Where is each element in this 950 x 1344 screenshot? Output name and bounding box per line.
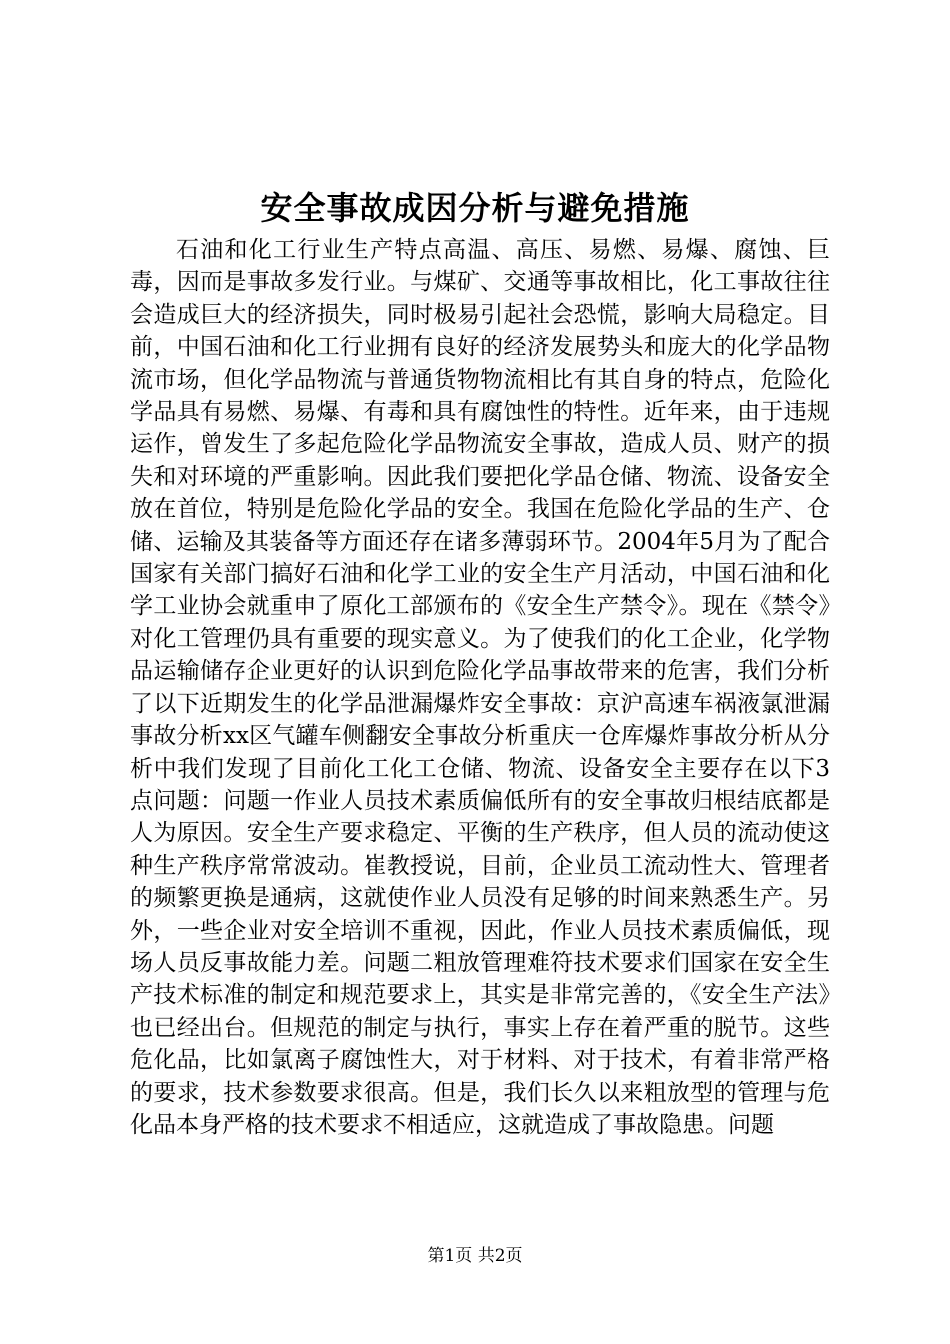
document-body-paragraph: 石油和化工行业生产特点高温、高压、易燃、易爆、腐蚀、巨毒，因而是事故多发行业。与煤矿、交通等事故相比，化工事故往往会造成巨大的经济损失，同时极易引起社会恐慌，影响大局稳定。目前，中国石油和化工行业拥有良好的经济发展势头和庞大的化学品物流市场，但化学品物流与普通货物物流相比有其自身的特点，危险化学品具有易燃、易爆、有毒和具有腐蚀性的特性。近年来，由于违规运作，曾发生了多起危险化学品物流安全事故，造成人员、财产的损失和对环境的严重影响。因此我们要把化学品仓储、物流、设备安全放在首位，特别是危险化学品的安全。我国在危险化学品的生产、仓储、运输及其装备等方面还存在诸多薄弱环节。2004年5月为了配合国家有关部门搞好石油和化学工业的安全生产月活动，中国石油和化学工业协会就重申了原化工部颁布的《安全生产禁令》。现在《禁令》对化工管理仍具有重要的现实意义。为了使我们的化工企业，化学物品运输储存企业更好的认识到危险化学品事故带来的危害，我们分析了以下近期发生的化学品泄漏爆炸安全事故：京沪高速车祸液氯泄漏事故分析xx区气罐车侧翻安全事故分析重庆一仓库爆炸事故分析从分析中我们发现了目前化工化工仓储、物流、设备安全主要存在以下3点问题：问题一作业人员技术素质偏低所有的安全事故归根结底都是人为原因。安全生产要求稳定、平衡的生产秩序，但人员的流动使这种生产秩序常常波动。崔教授说，目前，企业员工流动性大、管理者的频繁更换是通病，这就使作业人员没有足够的时间来熟悉生产。另外，一些企业对安全培训不重视，因此，作业人员技术素质偏低，现场人员反事故能力差。问题二粗放管理难符技术要求们国家在安全生产技术标准的制定和规范要求上，其实是非常完善的，《安全生产法》也已经出台。但规范的制定与执行，事实上存在着严重的脱节。这些危化品，比如氯离子腐蚀性大，对于材料、对于技术，有着非常严格的要求，技术参数要求很高。但是，我们长久以来粗放型的管理与危化品本身严格的技术要求不相适应，这就造成了事故隐患。问题 xyxy=(130,237,830,1138)
page-number-footer: 第1页 共2页 xyxy=(427,1246,523,1266)
document-title: 安全事故成因分析与避免措施 xyxy=(260,189,690,227)
